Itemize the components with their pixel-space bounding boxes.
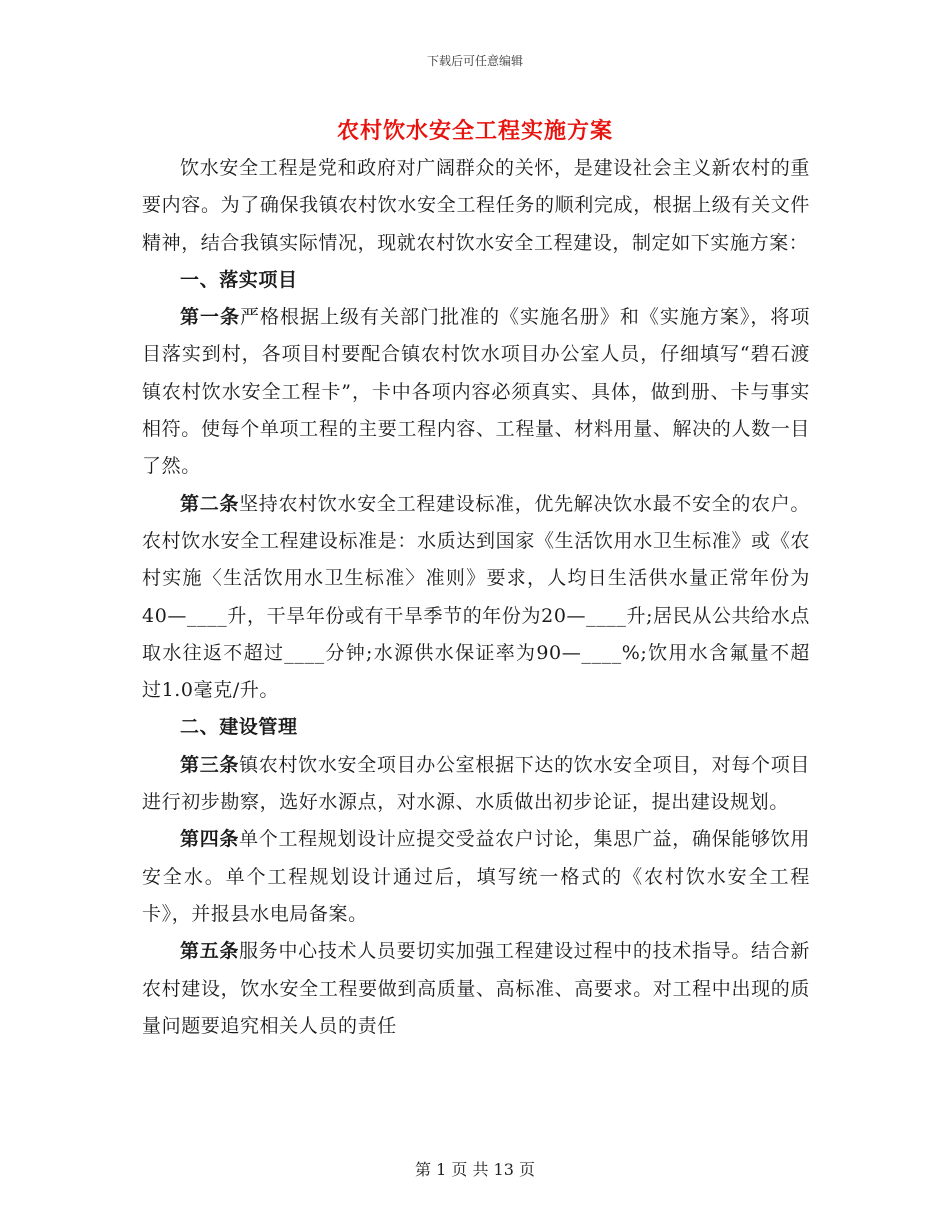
article-1-text: 严格根据上级有关部门批准的《实施名册》和《实施方案》，将项目落实到村，各项目村要配合镇农村饮水项目办公室人员，仔细填写“碧石渡镇农村饮水安全工程卡”，卡中各项内容必须真实、具体，做到册、卡与事实相符。使每个单项工程的主要工程内容、工程量、材料用量、解决的人数一目了然。 [142, 306, 810, 478]
header-note: 下载后可任意编辑 [426, 54, 523, 68]
article-1-label: 第一条 [180, 306, 240, 329]
article-3-text: 镇农村饮水安全项目办公室根据下达的饮水安全项目，对每个项目进行初步勘察，选好水源点，对水源、水质做出初步论证，提出建设规划。 [142, 753, 810, 814]
article-4-label: 第四条 [180, 828, 240, 851]
article-3 [142, 747, 810, 822]
article-5 [142, 933, 810, 1045]
article-4 [142, 821, 810, 933]
article-4-text: 单个工程规划设计应提交受益农户讨论，集思广益，确保能够饮用安全水。单个工程规划设计通过后，填写统一格式的《农村饮水安全工程卡》，并报县水电局备案。 [142, 828, 810, 925]
article-5-label: 第五条 [180, 940, 240, 963]
document-body [142, 150, 810, 1045]
article-1 [142, 299, 810, 485]
article-2-label: 第二条 [180, 492, 240, 515]
section-heading-1: 一、落实项目 [180, 268, 298, 291]
article-3-label: 第三条 [180, 753, 240, 776]
intro-paragraph: 饮水安全工程是党和政府对广阔群众的关怀，是建设社会主义新农村的重要内容。为了确保我镇农村饮水安全工程任务的顺利完成，根据上级有关文件精神，结合我镇实际情况，现就农村饮水安全工程建设，制定如下实施方案： [142, 157, 810, 254]
article-2-text: 坚持农村饮水安全工程建设标准，优先解决饮水最不安全的农户。农村饮水安全工程建设标准是：水质达到国家《生活饮用水卫生标准》或《农村实施〈生活饮用水卫生标准〉准则》要求，人均日生活供水量正常年份为40—____升，干旱年份或有干旱季节的年份为20—____升;居民从公共给水点取水往返不超过____分钟;水源供水保证率为90—____%;饮用水含氟量不超过1.0毫克/升。 [142, 492, 810, 702]
article-2 [142, 486, 810, 710]
article-5-text: 服务中心技术人员要切实加强工程建设过程中的技术指导。结合新农村建设，饮水安全工程要做到高质量、高标准、高要求。对工程中出现的质量问题要追究相关人员的责任 [142, 940, 810, 1037]
page-footer: 第 1 页 共 13 页 [415, 1160, 535, 1179]
section-heading-2: 二、建设管理 [180, 716, 298, 739]
document-title: 农村饮水安全工程实施方案 [336, 118, 613, 144]
